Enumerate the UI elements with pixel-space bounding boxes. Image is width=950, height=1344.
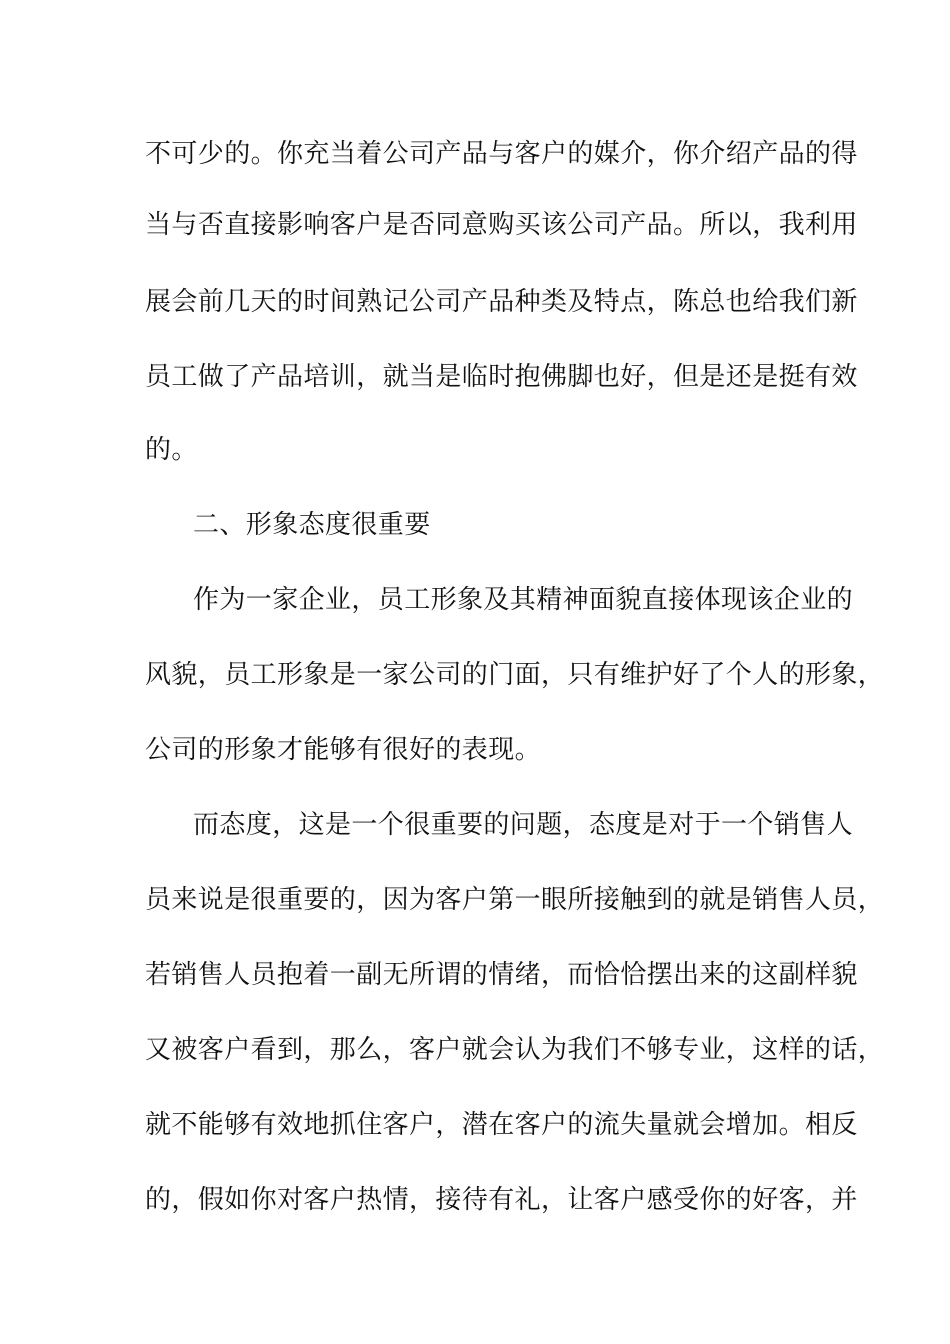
paragraph-line: 若销售人员抱着一副无所谓的情绪，而恰恰摆出来的这副样貌 xyxy=(145,960,858,990)
paragraph-line: 风貌，员工形象是一家公司的门面，只有维护好了个人的形象， xyxy=(145,660,885,690)
paragraph-line: 当与否直接影响客户是否同意购买该公司产品。所以，我利用 xyxy=(145,210,858,240)
paragraph-line: 不可少的。你充当着公司产品与客户的媒介，你介绍产品的得 xyxy=(145,139,858,169)
paragraph-line: 员来说是很重要的，因为客户第一眼所接触到的就是销售人员， xyxy=(145,885,885,915)
section-heading: 二、形象态度很重要 xyxy=(193,510,431,540)
paragraph-line: 公司的形象才能够有很好的表现。 xyxy=(145,735,542,765)
paragraph-line: 的。 xyxy=(145,435,198,465)
paragraph-line: 而态度，这是一个很重要的问题，态度是对于一个销售人 xyxy=(193,810,854,840)
paragraph-line: 展会前几天的时间熟记公司产品种类及特点，陈总也给我们新 xyxy=(145,287,858,317)
paragraph-line: 的，假如你对客户热情，接待有礼，让客户感受你的好客，并 xyxy=(145,1185,858,1215)
paragraph-line: 作为一家企业，员工形象及其精神面貌直接体现该企业的 xyxy=(193,585,854,615)
paragraph-line: 又被客户看到，那么，客户就会认为我们不够专业，这样的话， xyxy=(145,1035,885,1065)
paragraph-line: 员工做了产品培训，就当是临时抱佛脚也好，但是还是挺有效 xyxy=(145,362,858,392)
paragraph-line: 就不能够有效地抓住客户，潜在客户的流失量就会增加。相反 xyxy=(145,1110,858,1140)
